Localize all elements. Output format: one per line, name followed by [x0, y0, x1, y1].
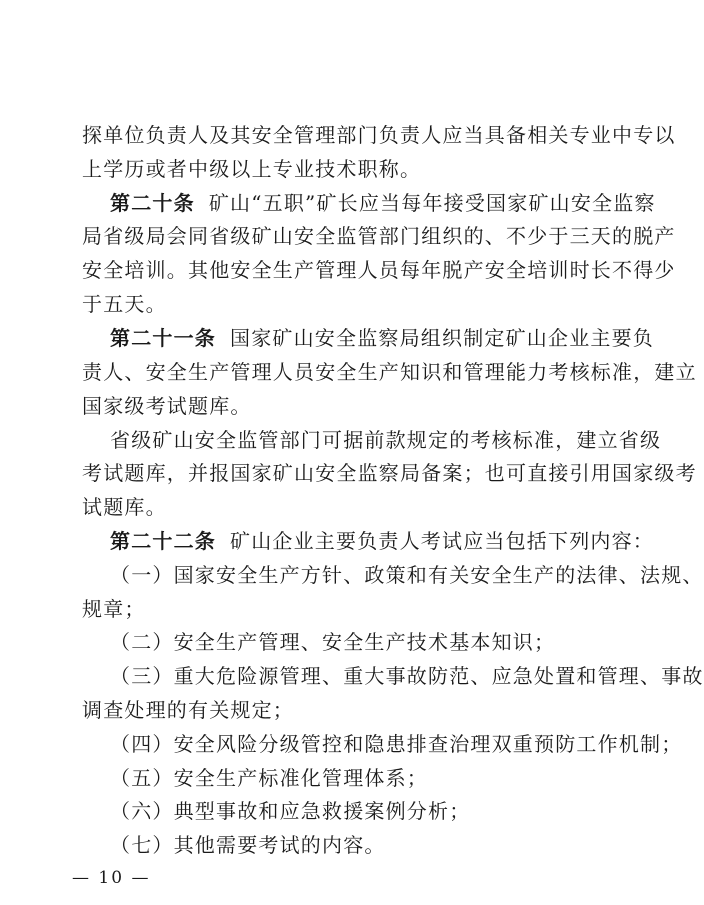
list-item [110, 664, 704, 688]
article-22-heading-line [110, 529, 654, 553]
text-line [82, 394, 582, 418]
line-text: （二）安全生产管理、安全生产技术基本知识； [110, 630, 556, 654]
text-line [82, 597, 582, 621]
text-line [82, 157, 582, 181]
line-text: （四）安全风险分级管控和隐患排查治理双重预防工作机制； [110, 732, 683, 756]
line-text: （七）其他需要考试的内容。 [110, 833, 386, 857]
line-text: 于五天。 [82, 292, 167, 316]
text-line [82, 224, 676, 248]
line-text: 试题库。 [82, 495, 167, 519]
line-text: 调查处理的有关规定； [82, 698, 294, 722]
text-line [82, 360, 697, 384]
text-line [82, 258, 676, 282]
line-text: 责人、安全生产管理人员安全生产知识和管理能力考核标准，建立 [82, 360, 697, 384]
line-text: 探单位负责人及其安全管理部门负责人应当具备相关专业中专以 [82, 123, 676, 147]
list-item [110, 563, 704, 587]
line-text: 省级矿山安全监管部门可据前款规定的考核标准，建立省级 [110, 428, 662, 452]
list-item [110, 732, 683, 756]
line-text: 矿山企业主要负责人考试应当包括下列内容： [230, 529, 654, 553]
text-line [82, 495, 582, 519]
list-item [110, 799, 582, 823]
text-line [110, 428, 662, 452]
line-text: （五）安全生产标准化管理体系； [110, 766, 428, 790]
text-line [82, 698, 582, 722]
line-text: 上学历或者中级以上专业技术职称。 [82, 157, 422, 181]
list-item [110, 630, 582, 654]
article-heading: 第二十条 [110, 191, 195, 215]
text-line [82, 461, 697, 485]
line-text: 规章； [82, 597, 146, 621]
text-line [82, 292, 582, 316]
line-text: 局省级局会同省级矿山安全监管部门组织的、不少于三天的脱产 [82, 224, 676, 248]
article-heading: 第二十一条 [110, 326, 216, 350]
line-text: 国家级考试题库。 [82, 394, 252, 418]
text-line [82, 123, 676, 147]
page-number: — 10 — [72, 868, 151, 888]
article-20-heading-line [110, 191, 656, 215]
list-item [110, 766, 582, 790]
line-text: （六）典型事故和应急救援案例分析； [110, 799, 471, 823]
line-text: 矿山“五职”矿长应当每年接受国家矿山安全监察 [208, 191, 656, 215]
line-text: （一）国家安全生产方针、政策和有关安全生产的法律、法规、 [110, 563, 704, 587]
list-item [110, 833, 582, 857]
article-21-heading-line [110, 326, 654, 350]
line-text: 考试题库，并报国家矿山安全监察局备案；也可直接引用国家级考 [82, 461, 697, 485]
line-text: 国家矿山安全监察局组织制定矿山企业主要负 [230, 326, 654, 350]
line-text: 安全培训。其他安全生产管理人员每年脱产安全培训时长不得少 [82, 258, 676, 282]
article-heading: 第二十二条 [110, 529, 216, 553]
line-text: （三）重大危险源管理、重大事故防范、应急处置和管理、事故 [110, 664, 704, 688]
